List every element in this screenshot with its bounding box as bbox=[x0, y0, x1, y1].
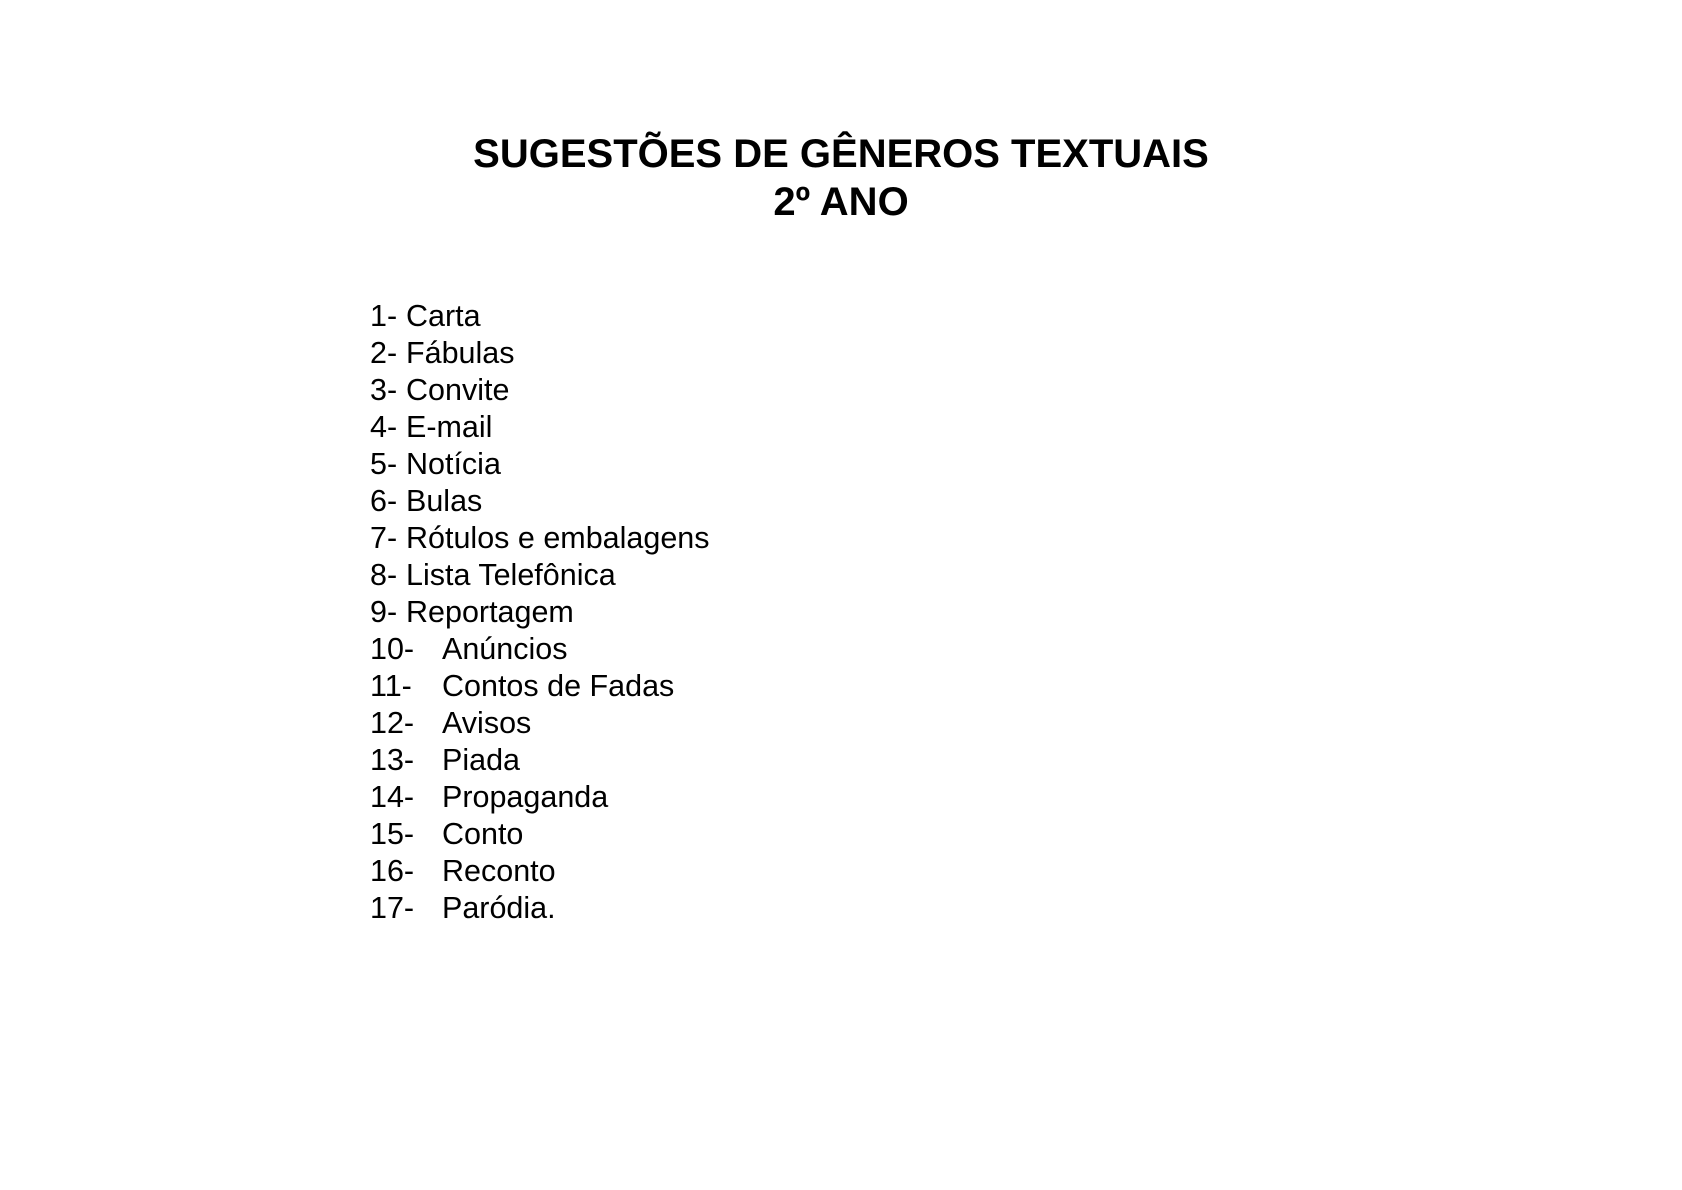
item-number: 5- bbox=[370, 447, 398, 481]
item-number: 8- bbox=[370, 558, 398, 592]
list-item bbox=[370, 557, 710, 594]
list-item bbox=[370, 372, 710, 409]
item-text: Reportagem bbox=[406, 595, 574, 629]
item-text: Piada bbox=[442, 743, 521, 777]
item-text: Bulas bbox=[406, 484, 483, 518]
item-number: 14- bbox=[370, 780, 415, 814]
list-item bbox=[370, 816, 710, 853]
list-item bbox=[370, 668, 710, 705]
list-item bbox=[370, 779, 710, 816]
item-text: Convite bbox=[406, 373, 510, 407]
item-text: Contos de Fadas bbox=[442, 669, 675, 703]
list-item bbox=[370, 409, 710, 446]
item-number: 9- bbox=[370, 595, 398, 629]
item-number: 16- bbox=[370, 854, 415, 888]
list-item bbox=[370, 520, 710, 557]
item-text: Propaganda bbox=[442, 780, 609, 814]
item-text: Conto bbox=[442, 817, 524, 851]
list-item bbox=[370, 631, 710, 668]
item-number: 1- bbox=[370, 299, 398, 333]
item-text: Rótulos e embalagens bbox=[406, 521, 710, 555]
item-number: 10- bbox=[370, 632, 415, 666]
item-text: Fábulas bbox=[406, 336, 515, 370]
item-text: Notícia bbox=[406, 447, 501, 481]
item-text: Reconto bbox=[442, 854, 556, 888]
item-number: 4- bbox=[370, 410, 398, 444]
list-item bbox=[370, 742, 710, 779]
list-item bbox=[370, 890, 710, 927]
item-number: 7- bbox=[370, 521, 398, 555]
list-item bbox=[370, 705, 710, 742]
item-number: 12- bbox=[370, 706, 415, 740]
item-number: 6- bbox=[370, 484, 398, 518]
list-item bbox=[370, 298, 710, 335]
list-item bbox=[370, 853, 710, 890]
item-number: 11- bbox=[370, 669, 412, 703]
item-text: Lista Telefônica bbox=[406, 558, 616, 592]
item-text: Paródia. bbox=[442, 891, 556, 925]
item-text: Carta bbox=[406, 299, 481, 333]
title-line-main: SUGESTÕES DE GÊNEROS TEXTUAIS bbox=[473, 132, 1209, 176]
item-number: 3- bbox=[370, 373, 398, 407]
item-number: 2- bbox=[370, 336, 398, 370]
item-number: 15- bbox=[370, 817, 415, 851]
item-text: E-mail bbox=[406, 410, 493, 444]
list-item bbox=[370, 483, 710, 520]
title-line-grade: 2º ANO bbox=[773, 180, 909, 224]
document-title bbox=[0, 130, 1682, 226]
item-text: Avisos bbox=[442, 706, 532, 740]
item-number: 17- bbox=[370, 891, 415, 925]
list-item bbox=[370, 335, 710, 372]
item-text: Anúncios bbox=[442, 632, 568, 666]
genre-list bbox=[370, 298, 710, 927]
list-item bbox=[370, 594, 710, 631]
list-item bbox=[370, 446, 710, 483]
item-number: 13- bbox=[370, 743, 415, 777]
